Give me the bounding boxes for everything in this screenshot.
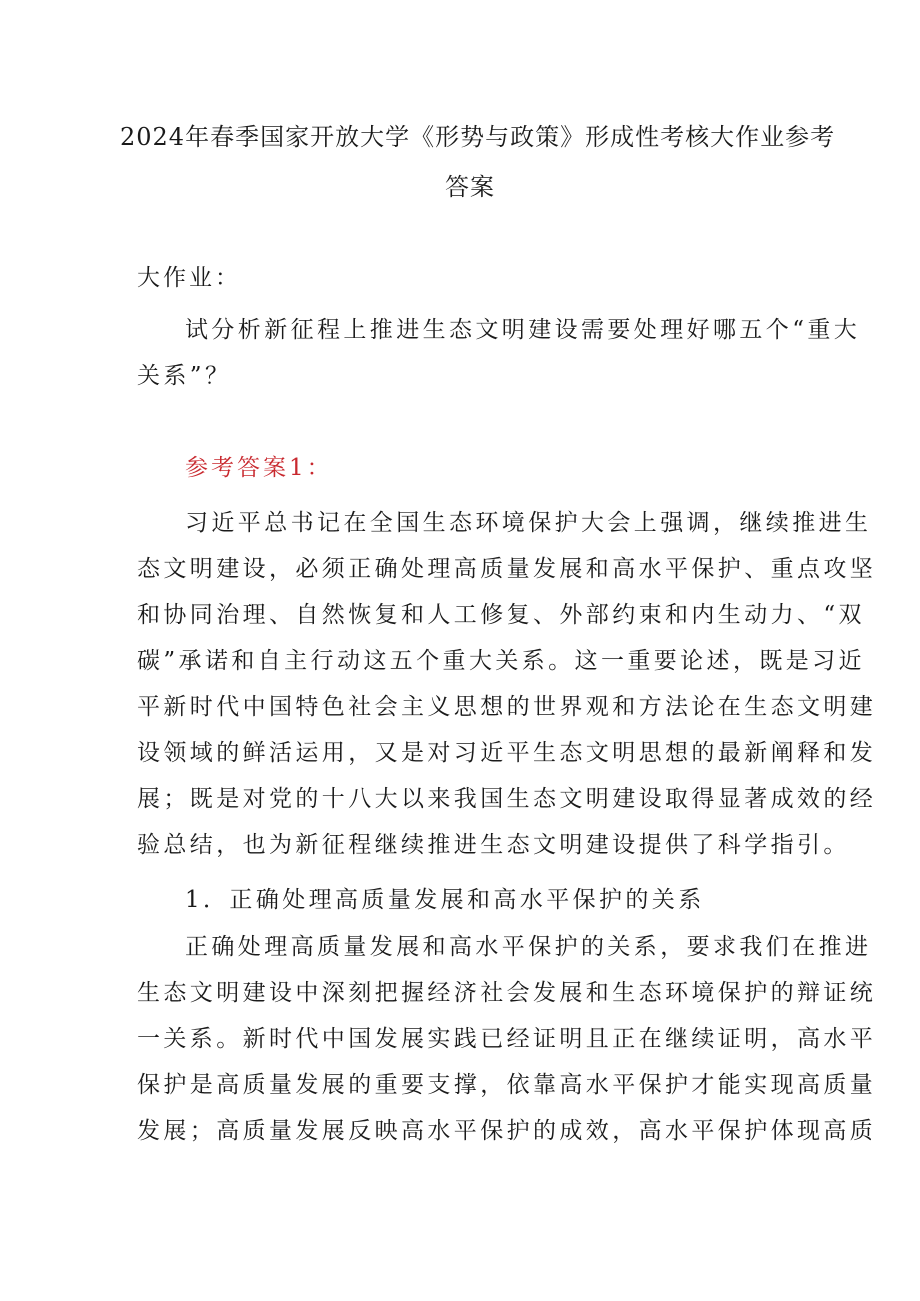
paragraph-line: 设领域的鲜活运用，又是对习近平生态文明思想的最新阐释和发 bbox=[137, 740, 877, 766]
paragraph-line: 平新时代中国特色社会主义思想的世界观和方法论在生态文明建 bbox=[137, 694, 877, 720]
answer-paragraph-2 bbox=[137, 924, 877, 1154]
title-line-2: 答案 bbox=[445, 173, 495, 201]
answer-label: 参考答案1： bbox=[185, 455, 333, 481]
question-line: 关系”？ bbox=[137, 363, 232, 389]
section-heading-1 bbox=[137, 877, 787, 923]
title-line-1: 2024年春季国家开放大学《形势与政策》形成性考核大作业参考 bbox=[120, 123, 836, 151]
paragraph-line: 态文明建设，必须正确处理高质量发展和高水平保护、重点攻坚 bbox=[137, 556, 877, 582]
paragraph-line: 生态文明建设中深刻把握经济社会发展和生态环境保护的辩证统 bbox=[137, 980, 877, 1006]
paragraph-line: 展；既是对党的十八大以来我国生态文明建设取得显著成效的经 bbox=[137, 786, 877, 812]
assignment-label: 大作业： bbox=[137, 265, 241, 291]
question-line: 试分析新征程上推进生态文明建设需要处理好哪五个“重大 bbox=[185, 317, 861, 343]
paragraph-line: 保护是高质量发展的重要支撑，依靠高水平保护才能实现高质量 bbox=[137, 1072, 877, 1098]
paragraph-line: 正确处理高质量发展和高水平保护的关系，要求我们在推进 bbox=[185, 934, 872, 960]
paragraph-line: 习近平总书记在全国生态环境保护大会上强调，继续推进生 bbox=[185, 510, 872, 536]
document-title bbox=[120, 112, 836, 212]
paragraph-line: 碳”承诺和自主行动这五个重大关系。这一重要论述，既是习近 bbox=[137, 648, 865, 674]
paragraph-line: 验总结，也为新征程继续推进生态文明建设提供了科学指引。 bbox=[137, 832, 850, 858]
question-text bbox=[137, 307, 861, 399]
heading-line: 1．正确处理高质量发展和高水平保护的关系 bbox=[185, 887, 705, 913]
paragraph-line: 一关系。新时代中国发展实践已经证明且正在继续证明，高水平 bbox=[137, 1026, 877, 1052]
paragraph-line: 和协同治理、自然恢复和人工修复、外部约束和内生动力、“双 bbox=[137, 602, 865, 628]
answer-paragraph-1 bbox=[137, 500, 877, 868]
paragraph-line: 发展；高质量发展反映高水平保护的成效，高水平保护体现高质 bbox=[137, 1118, 877, 1144]
